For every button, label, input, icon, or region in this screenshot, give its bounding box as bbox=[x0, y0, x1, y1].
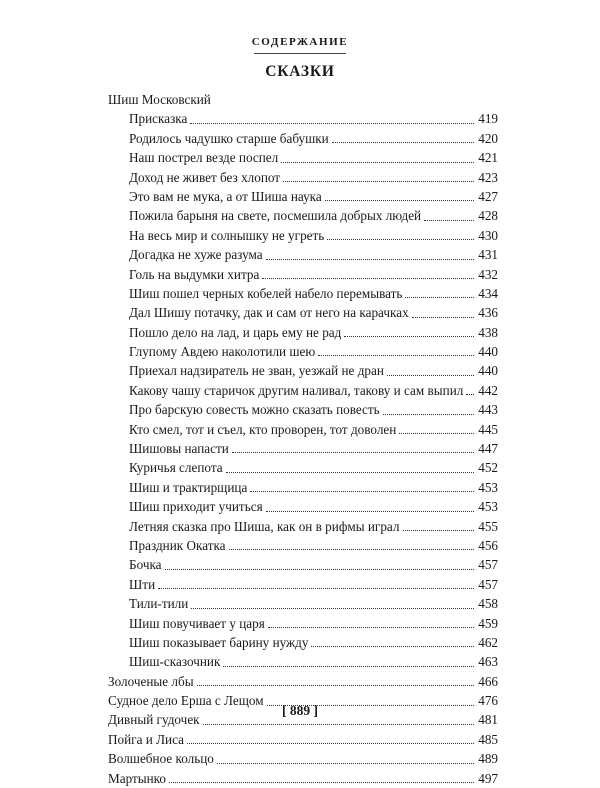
toc-entry bbox=[108, 555, 498, 574]
toc-entry-title: Шиш пошел черных кобелей набело перемывать bbox=[129, 285, 403, 301]
toc-entry-title: Шиш Московский bbox=[108, 91, 211, 107]
toc-entry bbox=[108, 420, 498, 439]
toc-entry-title: Золоченые лбы bbox=[108, 673, 194, 689]
toc-entry-title: Родилось чадушко старше бабушки bbox=[129, 130, 329, 146]
dot-leader bbox=[268, 626, 474, 628]
dot-leader bbox=[262, 277, 474, 279]
toc-entry-title: Голь на выдумки хитра bbox=[129, 266, 260, 282]
section-title: СКАЗКИ bbox=[265, 63, 335, 80]
toc-entry-page: 440 bbox=[478, 363, 498, 379]
toc-entry-page: 445 bbox=[478, 421, 498, 437]
toc-entry-page: 438 bbox=[478, 324, 498, 340]
toc-entry-page: 497 bbox=[478, 770, 498, 786]
toc-entry-title: Тили-тили bbox=[129, 596, 189, 612]
toc-entry bbox=[108, 769, 498, 788]
dot-leader bbox=[203, 723, 475, 725]
dot-leader bbox=[311, 645, 474, 647]
dot-leader bbox=[318, 354, 474, 356]
toc-entry-title: Шиш показывает барину нужду bbox=[129, 634, 309, 650]
toc-entry-page: 419 bbox=[478, 111, 498, 127]
toc-entry bbox=[108, 206, 498, 225]
dot-leader bbox=[226, 471, 475, 473]
toc-entry-page: 434 bbox=[478, 285, 498, 301]
toc-entry-title: Судное дело Ерша с Лещом bbox=[108, 693, 264, 709]
toc-entry-title: Это вам не мука, а от Шиша наука bbox=[129, 188, 322, 204]
toc-entry-page: 457 bbox=[478, 557, 498, 573]
toc-entry-title: Дал Шишу потачку, дак и сам от него на карачках bbox=[129, 305, 409, 321]
toc-entry-title: Пошло дело на лад, и царь ему не рад bbox=[129, 324, 342, 340]
toc-entry-title: Какову чашу старичок другим наливал, такову и сам выпил bbox=[129, 382, 464, 398]
toc-entry bbox=[108, 226, 498, 245]
running-head-rule bbox=[254, 53, 346, 54]
toc-entry-title: Пойга и Лиса bbox=[108, 731, 184, 747]
dot-leader bbox=[197, 684, 475, 686]
toc-entry-page: 421 bbox=[478, 150, 498, 166]
toc-entry-page: 476 bbox=[478, 693, 498, 709]
toc-entry-title: Приехал надзиратель не зван, уезжай не дран bbox=[129, 363, 384, 379]
toc-entry bbox=[108, 478, 498, 497]
toc-entry-title: Шиш-сказочник bbox=[129, 654, 221, 670]
toc-entry bbox=[108, 458, 498, 477]
dot-leader bbox=[344, 335, 474, 337]
toc-entry-page: 458 bbox=[478, 596, 498, 612]
dot-leader bbox=[325, 199, 474, 201]
toc-entry bbox=[108, 361, 498, 380]
toc-entry-page: 481 bbox=[478, 712, 498, 728]
dot-leader bbox=[229, 548, 475, 550]
toc-entry-title: Про барскую совесть можно сказать повесть bbox=[129, 402, 380, 418]
dot-leader bbox=[266, 258, 475, 260]
dot-leader bbox=[187, 742, 474, 744]
toc-entry bbox=[108, 245, 498, 264]
toc-entry bbox=[108, 536, 498, 555]
toc-entry-page: 427 bbox=[478, 188, 498, 204]
toc-entry bbox=[108, 652, 498, 671]
toc-entry bbox=[108, 109, 498, 128]
toc-entry-title: Глупому Авдею наколотили шею bbox=[129, 344, 316, 360]
dot-leader bbox=[466, 393, 474, 395]
toc-entry-page: 436 bbox=[478, 305, 498, 321]
toc-entry-page: 442 bbox=[478, 382, 498, 398]
toc-entry bbox=[108, 129, 498, 148]
toc-entry bbox=[108, 439, 498, 458]
toc-entry-page: 420 bbox=[478, 130, 498, 146]
dot-leader bbox=[332, 141, 474, 143]
toc-entry-title: Волшебное кольцо bbox=[108, 751, 214, 767]
toc-entry-page: 431 bbox=[478, 247, 498, 263]
dot-leader bbox=[266, 510, 475, 512]
toc-entry bbox=[108, 400, 498, 419]
toc-entry bbox=[108, 575, 498, 594]
dot-leader bbox=[424, 219, 474, 221]
toc-entry bbox=[108, 168, 498, 187]
toc-entry bbox=[108, 284, 498, 303]
toc-entry-title: Пожила барыня на свете, посмешила добрых людей bbox=[129, 208, 422, 224]
dot-leader bbox=[232, 451, 474, 453]
page-number: [ 889 ] bbox=[282, 703, 318, 718]
toc-entry-title: Шиш приходит учиться bbox=[129, 499, 263, 515]
toc-entry-page: 430 bbox=[478, 227, 498, 243]
toc-entry bbox=[108, 614, 498, 633]
toc-entry-title: На весь мир и солнышку не угреть bbox=[129, 227, 325, 243]
dot-leader bbox=[217, 762, 474, 764]
toc-entry-page: 440 bbox=[478, 344, 498, 360]
toc-entry-page: 463 bbox=[478, 654, 498, 670]
toc-entry-title: Дивный гудочек bbox=[108, 712, 200, 728]
toc-entry-page: 452 bbox=[478, 460, 498, 476]
toc-entry bbox=[108, 730, 498, 749]
toc-entry-title: Мартынко bbox=[108, 770, 167, 786]
toc-entry-page: 432 bbox=[478, 266, 498, 282]
toc-entry-page: 485 bbox=[478, 731, 498, 747]
toc-entry bbox=[108, 749, 498, 768]
toc-entry bbox=[108, 381, 498, 400]
dot-leader bbox=[191, 607, 474, 609]
dot-leader bbox=[190, 122, 474, 124]
toc-entry bbox=[108, 633, 498, 652]
toc-entry-title: Наш пострел везде поспел bbox=[129, 150, 279, 166]
dot-leader bbox=[283, 180, 474, 182]
toc-entry bbox=[108, 323, 498, 342]
dot-leader bbox=[169, 781, 474, 783]
toc-entry-title: Бочка bbox=[129, 557, 162, 573]
toc-entry bbox=[108, 187, 498, 206]
toc-entry bbox=[108, 672, 498, 691]
toc-entry-page: 457 bbox=[478, 576, 498, 592]
toc-entry bbox=[108, 303, 498, 322]
dot-leader bbox=[383, 413, 475, 415]
toc-entry-title: Присказка bbox=[129, 111, 188, 127]
dot-leader bbox=[399, 432, 474, 434]
dot-leader bbox=[223, 665, 474, 667]
dot-leader bbox=[405, 296, 474, 298]
toc-entry-title: Доход не живет без хлопот bbox=[129, 169, 281, 185]
toc-entry-page: 423 bbox=[478, 169, 498, 185]
toc-entry-page: 489 bbox=[478, 751, 498, 767]
toc-entry-title: Куричья слепота bbox=[129, 460, 223, 476]
toc-entry-page: 447 bbox=[478, 441, 498, 457]
toc-entry-title: Праздник Окатка bbox=[129, 537, 226, 553]
dot-leader bbox=[165, 568, 475, 570]
toc-entry bbox=[108, 517, 498, 536]
toc-entry bbox=[108, 594, 498, 613]
dot-leader bbox=[412, 316, 475, 318]
toc-entry bbox=[108, 90, 498, 109]
toc-entry-page: 459 bbox=[478, 615, 498, 631]
toc-entry-title: Летняя сказка про Шиша, как он в рифмы играл bbox=[129, 518, 400, 534]
toc-entry-title: Кто смел, тот и съел, кто проворен, тот доволен bbox=[129, 421, 397, 437]
running-head: СОДЕРЖАНИЕ bbox=[251, 36, 349, 48]
dot-leader bbox=[281, 161, 474, 163]
toc-entry-page: 456 bbox=[478, 537, 498, 553]
toc-entry-title: Шиш и трактирщица bbox=[129, 479, 248, 495]
dot-leader bbox=[158, 587, 474, 589]
dot-leader bbox=[250, 490, 474, 492]
toc-entry bbox=[108, 265, 498, 284]
toc-entry-title: Шти bbox=[129, 576, 156, 592]
toc-entry-page: 466 bbox=[478, 673, 498, 689]
toc-entry-page: 443 bbox=[478, 402, 498, 418]
toc-entry bbox=[108, 497, 498, 516]
dot-leader bbox=[327, 238, 474, 240]
toc-entry-page: 455 bbox=[478, 518, 498, 534]
table-of-contents bbox=[108, 90, 498, 788]
toc-entry-page: 453 bbox=[478, 479, 498, 495]
toc-entry-title: Шиш повучивает у царя bbox=[129, 615, 265, 631]
toc-entry-page: 428 bbox=[478, 208, 498, 224]
dot-leader bbox=[387, 374, 474, 376]
dot-leader bbox=[403, 529, 475, 531]
toc-entry-page: 462 bbox=[478, 634, 498, 650]
toc-entry bbox=[108, 342, 498, 361]
toc-entry bbox=[108, 148, 498, 167]
toc-entry-title: Догадка не хуже разума bbox=[129, 247, 263, 263]
toc-entry-page: 453 bbox=[478, 499, 498, 515]
toc-entry-title: Шишовы напасти bbox=[129, 441, 229, 457]
